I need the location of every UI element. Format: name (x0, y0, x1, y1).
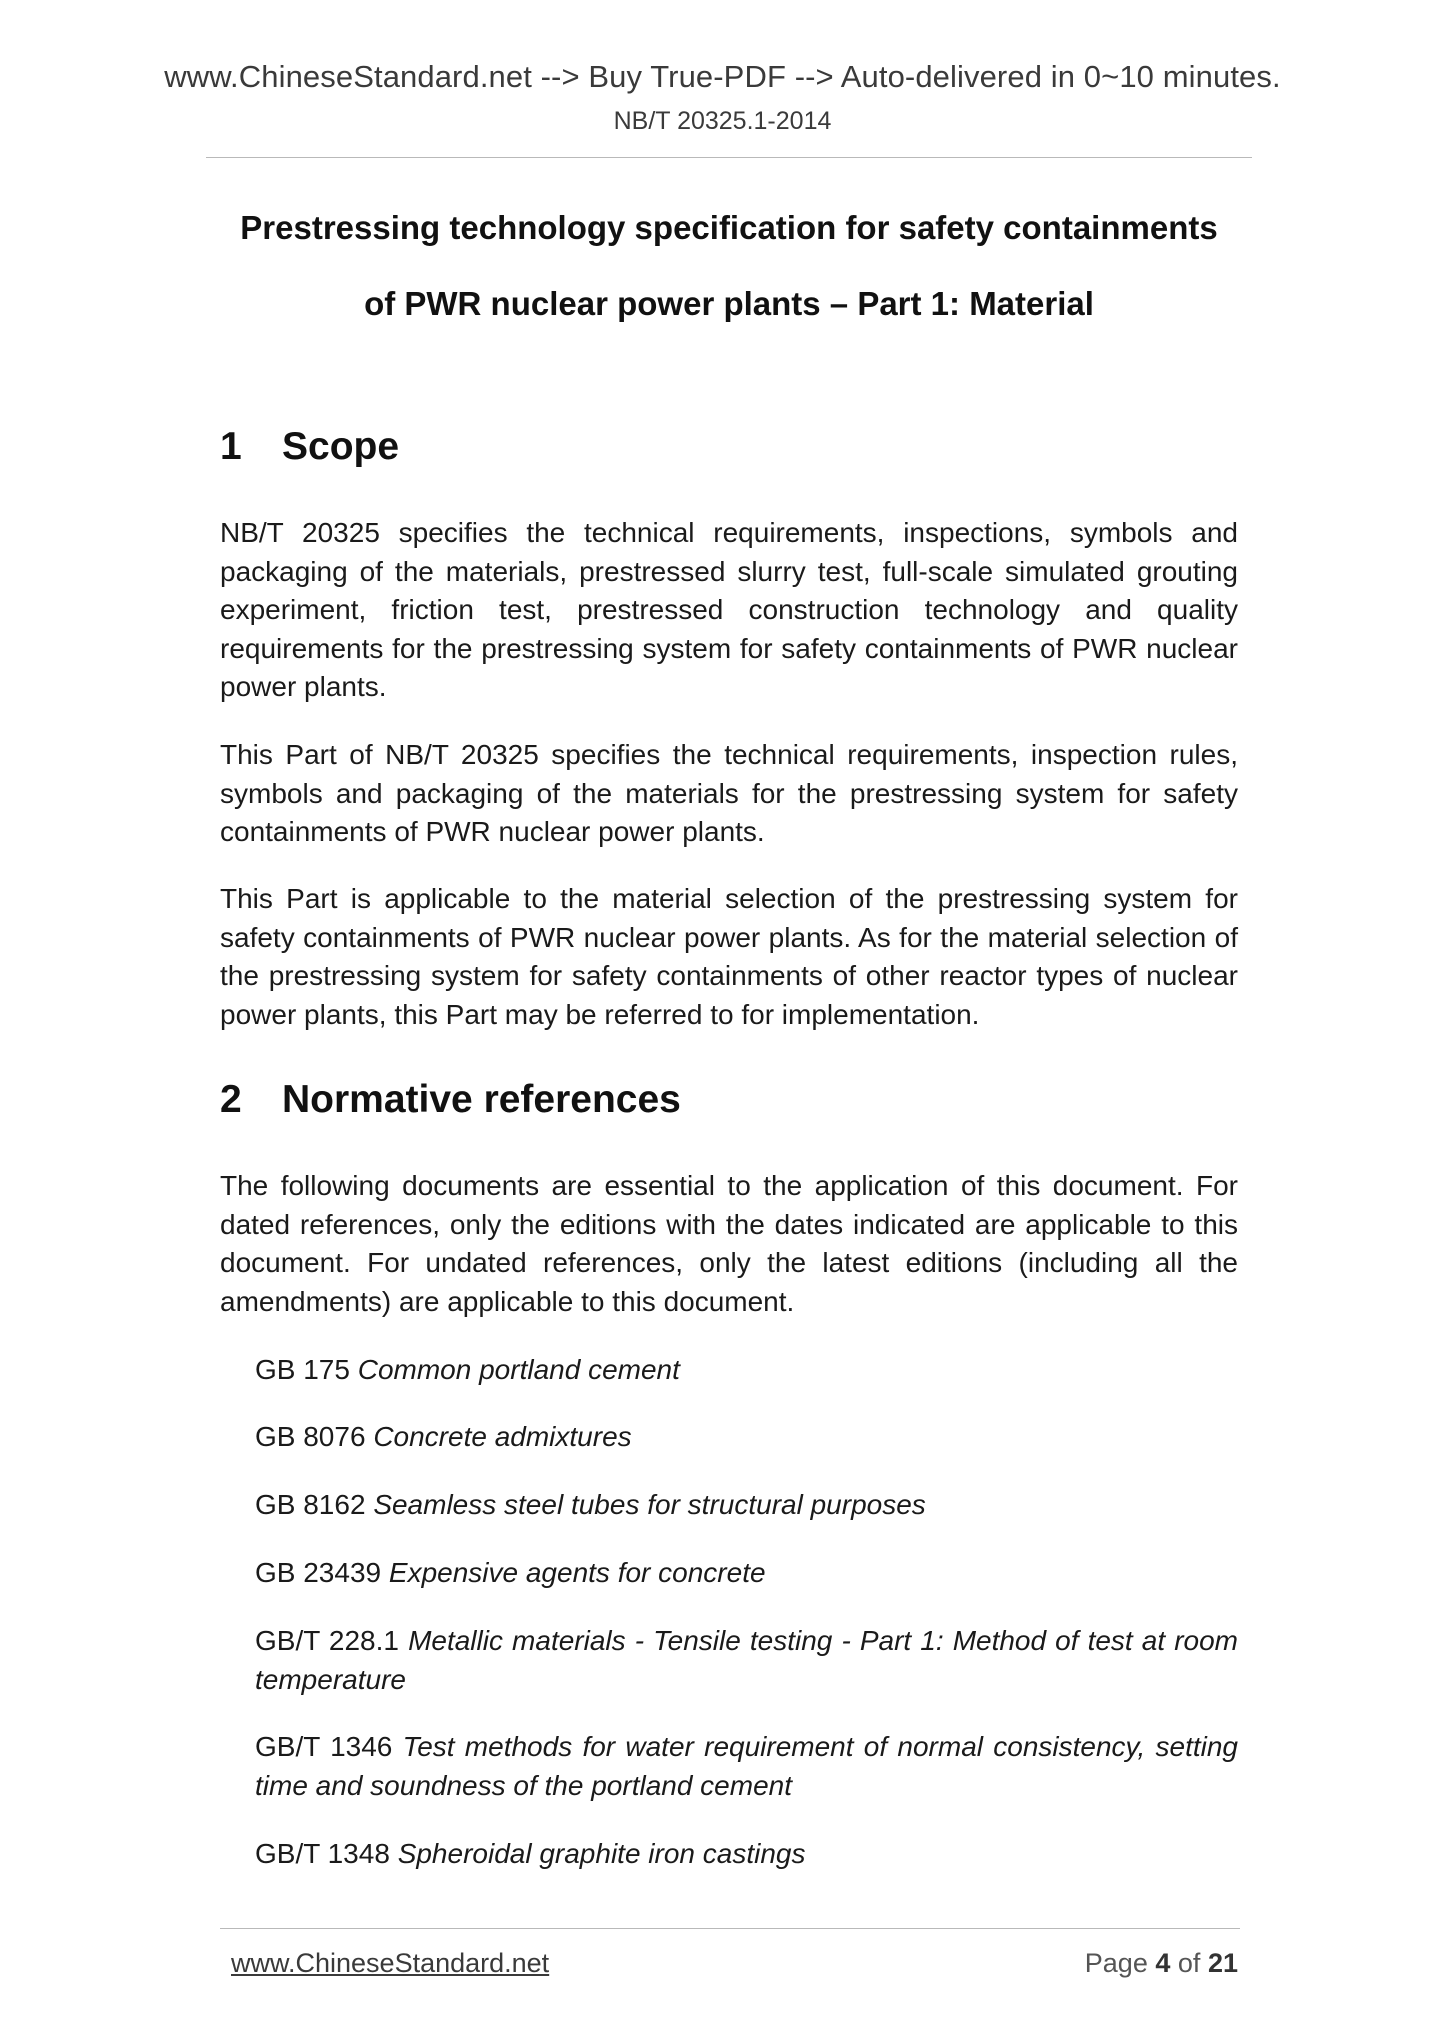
reference-code: GB/T 228.1 (255, 1625, 399, 1656)
page-total: 21 (1207, 1948, 1238, 1978)
reference-item (255, 1351, 1238, 1390)
reference-title: Metallic materials - Tensile testing - Part 1: Method of test at room temperature (255, 1625, 1239, 1695)
reference-item (255, 1728, 1238, 1805)
reference-item (255, 1486, 1238, 1525)
section-title: Normative references (282, 1078, 681, 1121)
reference-item (255, 1418, 1238, 1457)
section-heading-normative-references (220, 1077, 681, 1123)
reference-code: GB 175 (255, 1354, 350, 1385)
reference-code: GB 8162 (255, 1489, 366, 1520)
reference-title: Expensive agents for concrete (388, 1557, 766, 1588)
reference-title: Seamless steel tubes for structural purposes (373, 1489, 926, 1520)
reference-item (255, 1622, 1238, 1699)
page-indicator (1085, 1946, 1238, 1980)
footer-divider (220, 1928, 1240, 1929)
reference-title: Concrete admixtures (373, 1421, 632, 1452)
reference-code: GB/T 1348 (255, 1838, 390, 1869)
page-of: of (1177, 1948, 1201, 1978)
reference-code: GB 23439 (255, 1557, 382, 1588)
document-title-line-2: of PWR nuclear power plants – Part 1: Material (364, 285, 1094, 322)
section-number: 2 (220, 1078, 242, 1121)
scope-paragraph-2: This Part of NB/T 20325 specifies the technical requirements, inspection rules, symbols and packaging of the materials for the prestressing system for safety containments of PWR nuclear power plants. (220, 739, 1238, 847)
scope-paragraph-3: This Part is applicable to the material selection of the prestressing system for safety containments of PWR nuclear power plants. As for the material selection of the prestressing system for safety containments of other reactor types of nuclear power plants, this Part may be referred to for implementation. (220, 883, 1238, 1030)
document-title-line-1: Prestressing technology specification for safety containments (240, 209, 1218, 246)
section-title: Scope (282, 425, 400, 468)
reference-title: Common portland cement (357, 1354, 680, 1385)
page-current: 4 (1155, 1948, 1171, 1978)
section-heading-scope (220, 424, 399, 470)
normative-references-intro: The following documents are essential to the application of this document. For dated references, only the editions with the dates indicated are applicable to this document. For undated references, only the latest editions (including all the amendments) are applicable to this document. (220, 1170, 1238, 1317)
reference-title: Spheroidal graphite iron castings (397, 1838, 806, 1869)
scope-paragraph-1: NB/T 20325 specifies the technical requirements, inspections, symbols and packaging of the materials, prestressed slurry test, full-scale simulated grouting experiment, friction test, prestressed construction technology and quality requirements for the prestressing system for safety containments of PWR nuclear power plants. (220, 517, 1238, 702)
section-number: 1 (220, 425, 242, 468)
reference-code: GB/T 1346 (255, 1731, 393, 1762)
page-word: Page (1084, 1948, 1148, 1978)
footer-website-link[interactable]: www.ChineseStandard.net (231, 1948, 550, 1978)
header-banner: www.ChineseStandard.net --> Buy True-PDF --> Auto-delivered in 0~10 minutes. (164, 59, 1281, 94)
reference-item (255, 1835, 1238, 1874)
header-doc-number: NB/T 20325.1-2014 (613, 107, 832, 135)
header-divider (206, 157, 1252, 158)
reference-title: Test methods for water requirement of normal consistency, setting time and soundness of the portland cement (255, 1731, 1238, 1801)
reference-code: GB 8076 (255, 1421, 366, 1452)
reference-item (255, 1554, 1238, 1593)
